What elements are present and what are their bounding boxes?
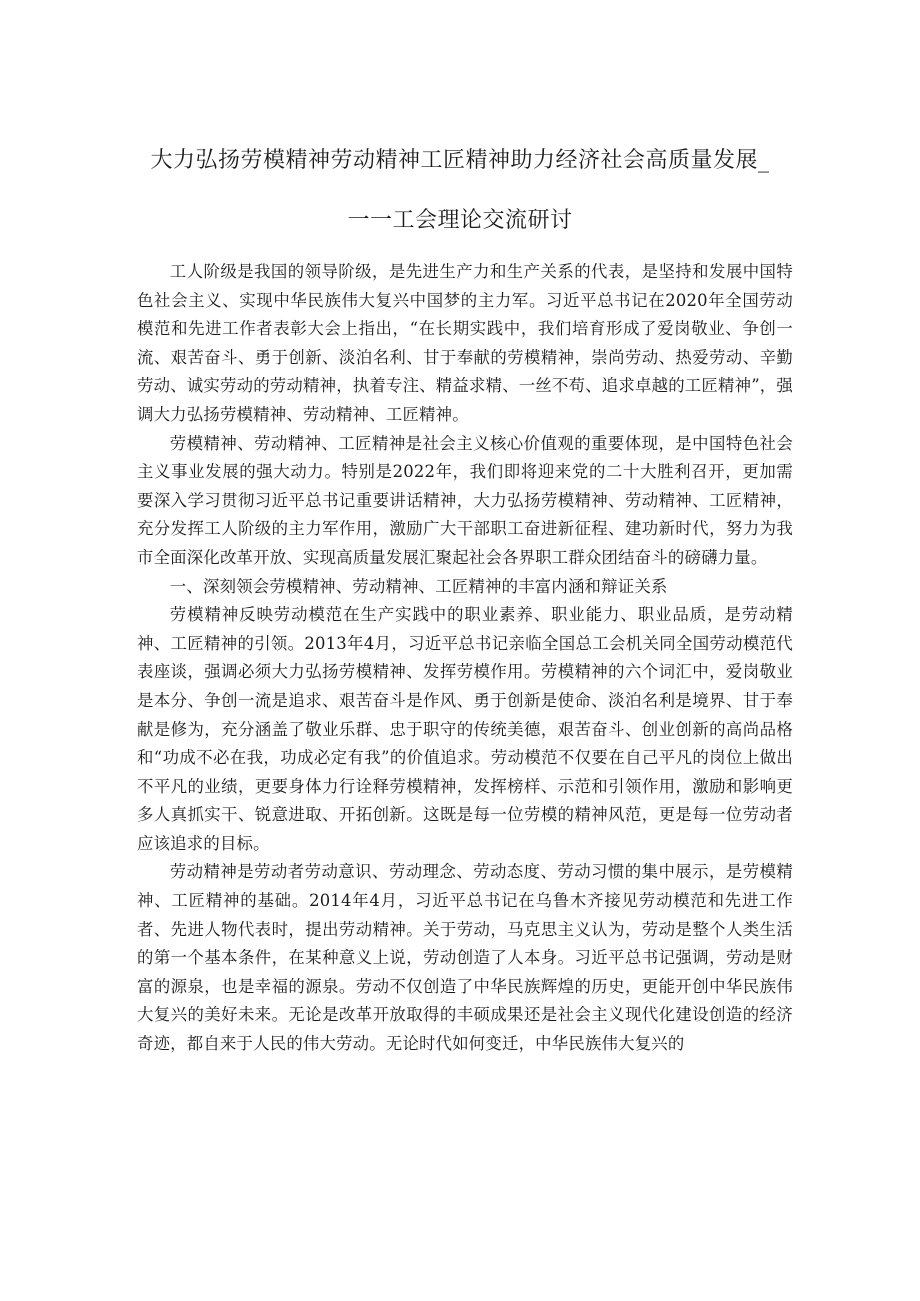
paragraph-intro: 工人阶级是我国的领导阶级，是先进生产力和生产关系的代表，是坚持和发展中国特色社会主义、实现中华民族伟大复兴中国梦的主力军。习近平总书记在2020年全国劳动模范和先进工作者表彰大会上指出，“在长期实践中，我们培育形成了爱岗敬业、争创一流、艰苦奋斗、勇于创新、淡泊名利、甘于奉献的劳模精神，崇尚劳动、热爱劳动、辛勤劳动、诚实劳动的劳动精神，执着专注、精益求精、一丝不苟、追求卓越的工匠精神”，强调大力弘扬劳模精神、劳动精神、工匠精神。 xyxy=(137,262,793,424)
document-body xyxy=(137,258,793,1059)
paragraph-labor-spirit: 劳动精神是劳动者劳动意识、劳动理念、劳动态度、劳动习惯的集中展示，是劳模精神、工匠精神的基础。2014年4月，习近平总书记在乌鲁木齐接见劳动模范和先进工作者、先进人物代表时，提出劳动精神。关于劳动，马克思主义认为，劳动是整个人类生活的第一个基本条件，在某种意义上说，劳动创造了人本身。习近平总书记强调，劳动是财富的源泉，也是幸福的源泉。劳动不仅创造了中华民族辉煌的历史，更能开创中华民族伟大复兴的美好未来。无论是改革开放取得的丰硕成果还是社会主义现代化建设创造的经济奇迹，都自来于人民的伟大劳动。无论时代如何变迁，中华民族伟大复兴的 xyxy=(137,862,793,1054)
paragraph-model-worker-spirit: 劳模精神反映劳动模范在生产实践中的职业素养、职业能力、职业品质，是劳动精神、工匠精神的引领。2013年4月，习近平总书记亲临全国总工会机关同全国劳动模范代表座谈，强调必须大力弘扬劳模精神、发挥劳模作用。劳模精神的六个词汇中，爱岗敬业是本分、争创一流是追求、艰苦奋斗是作风、勇于创新是使命、淡泊名利是境界、甘于奉献是修为，充分涵盖了敬业乐群、忠于职守的传统美德，艰苦奋斗、创业创新的高尚品格和“功成不必在我，功成必定有我”的价值追求。劳动模范不仅要在自己平凡的岗位上做出不平凡的业绩，更要身体力行诠释劳模精神，发挥榜样、示范和引领作用，激励和影响更多人真抓实干、锐意进取、开拓创新。这既是每一位劳模的精神风范，更是每一位劳动者应该追求的目标。 xyxy=(137,605,793,853)
section-heading-1: 一、深刻领会劳模精神、劳动精神、工匠精神的丰富内涵和辩证关系 xyxy=(169,576,668,596)
document-subtitle: 一一工会理论交流研讨 xyxy=(347,208,573,233)
document-title: 大力弘扬劳模精神劳动精神工匠精神助力经济社会高质量发展_ xyxy=(150,148,770,173)
paragraph-significance: 劳模精神、劳动精神、工匠精神是社会主义核心价值观的重要体现，是中国特色社会主义事业发展的强大动力。特别是2022年，我们即将迎来党的二十大胜利召开，更加需要深入学习贯彻习近平总书记重要讲话精神，大力弘扬劳模精神、劳动精神、工匠精神，充分发挥工人阶级的主力军作用，激励广大干部职工奋进新征程、建功新时代，努力为我市全面深化改革开放、实现高质量发展汇聚起社会各界职工群众团结奋斗的磅礴力量。 xyxy=(137,433,793,567)
